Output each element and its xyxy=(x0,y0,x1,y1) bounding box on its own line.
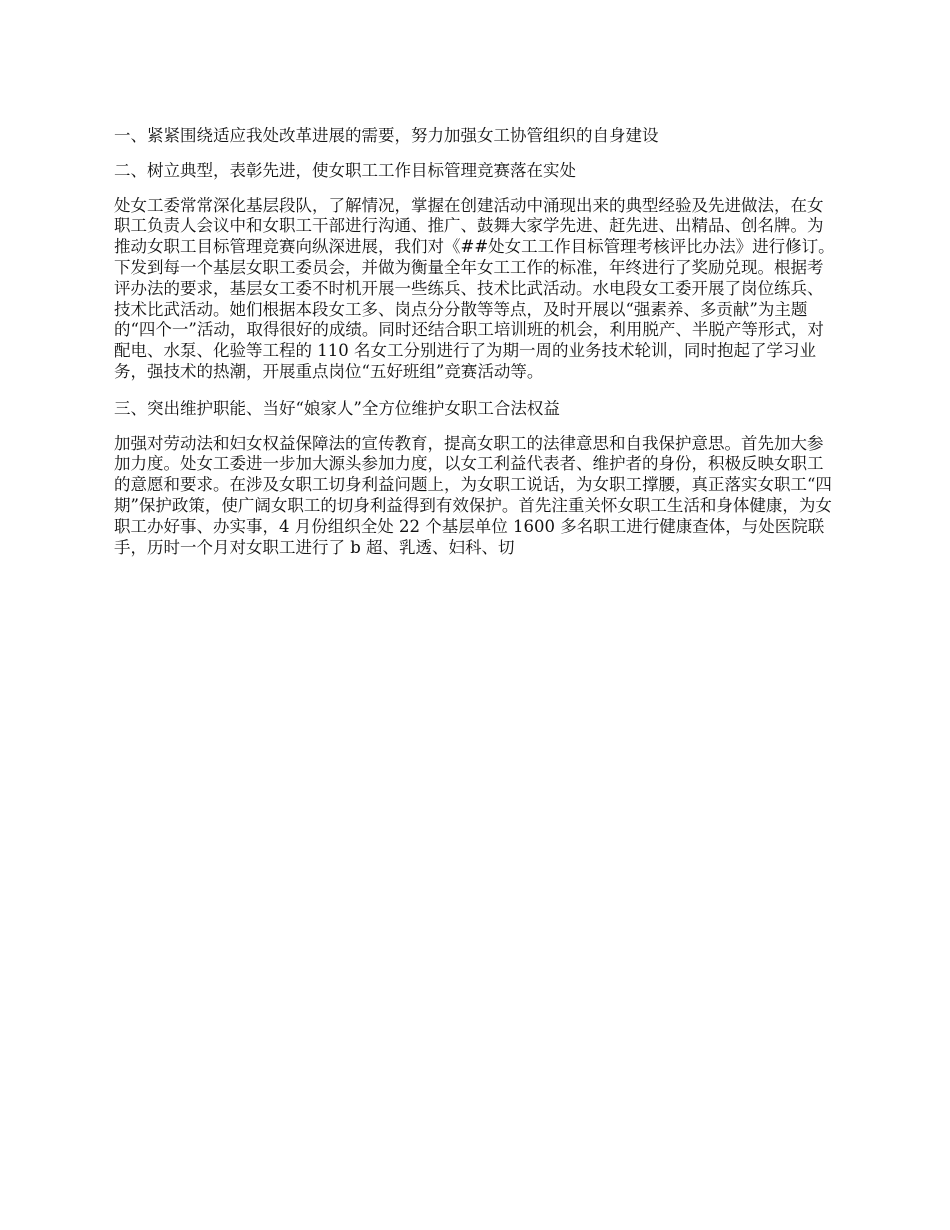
paragraph-1: 处女工委常常深化基层段队，了解情况，掌握在创建活动中涌现出来的典型经验及先进做法，在女职工负责人会议中和女职工干部进行沟通、推广、鼓舞大家学先进、赶先进、出精品、创名牌。为推动女职工目标管理竞赛向纵深进展，我们对《##处女工工作目标管理考核评比办法》进行修订。下发到每一个基层女职工委员会，并做为衡量全年女工工作的标准，年终进行了奖励兑现。根据考评办法的要求，基层女工委不时机开展一些练兵、技术比武活动。水电段女工委开展了岗位练兵、技术比武活动。她们根据本段女工多、岗点分分散等等点，及时开展以“强素养、多贡献”为主题的“四个一”活动，取得很好的成绩。同时还结合职工培训班的机会，利用脱产、半脱产等形式，对配电、水泵、化验等工程的 110 名女工分别进行了为期一周的业务技术轮训，同时抱起了学习业务，强技术的热潮，开展重点岗位“五好班组”竞赛活动等。 xyxy=(114,195,835,381)
section-heading-2: 二、树立典型，表彰先进，使女职工工作目标管理竞赛落在实处 xyxy=(114,160,576,180)
paragraph-2: 加强对劳动法和妇女权益保障法的宣传教育，提高女职工的法律意思和自我保护意思。首先加大参加力度。处女工委进一步加大源头参加力度，以女工利益代表者、维护者的身份，积极反映女职工的意愿和要求。在涉及女职工切身利益问题上，为女职工说话，为女职工撑腰，真正落实女职工“四期”保护政策，使广阔女职工的切身利益得到有效保护。首先注重关怀女职工生活和身体健康，为女职工办好事、办实事，4 月份组织全处 22 个基层单位 1600 多名职工进行健康查体，与处医院联手，历时一个月对女职工进行了 b 超、乳透、妇科、切 xyxy=(114,433,832,557)
section-heading-1: 一、紧紧围绕适应我处改革进展的需要，努力加强女工协管组织的自身建设 xyxy=(114,126,659,145)
section-heading-3: 三、突出维护职能、当好“娘家人”全方位维护女职工合法权益 xyxy=(114,398,560,418)
document-body xyxy=(114,126,838,574)
